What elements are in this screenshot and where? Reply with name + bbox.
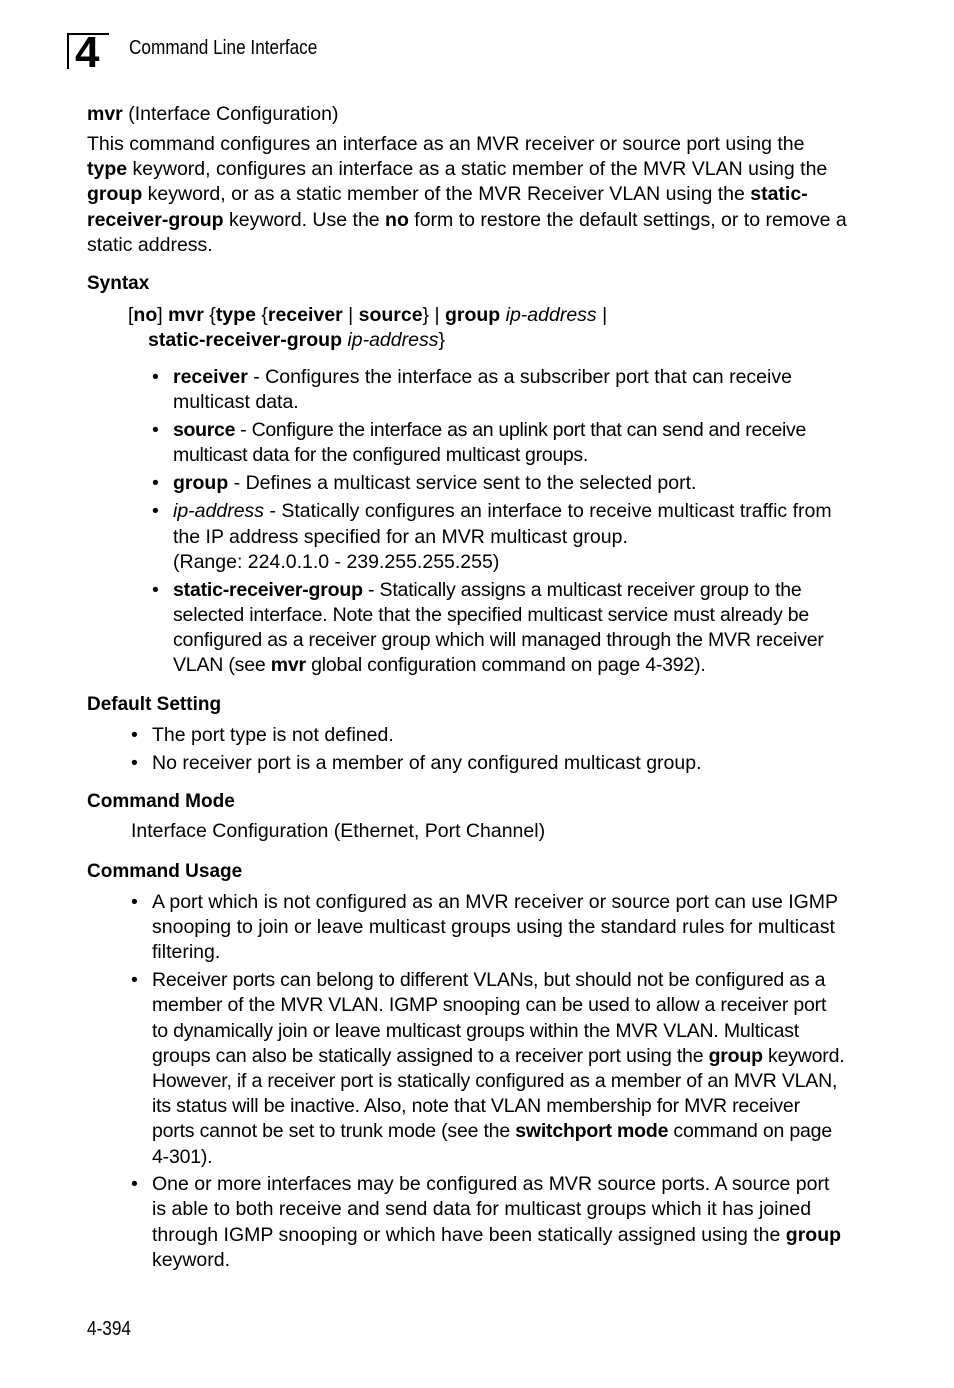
keyword-group: group — [87, 183, 143, 206]
default-setting-list — [131, 723, 852, 779]
command-title — [87, 103, 338, 126]
keyword-static-receiver-group: static-receiver-group — [87, 183, 808, 231]
list-item: • The port type is not defined. — [131, 724, 394, 746]
command-mode-heading: Command Mode — [87, 791, 235, 812]
chapter-number: 4 — [75, 33, 100, 69]
list-item: • One or more interfaces may be configured as MVR source ports. A source port is able to both receive and send data for multicast groups which it has joined through IGMP snooping or which have been statically assigned using the group keyword. — [131, 1173, 842, 1271]
list-item: • No receiver port is a member of any configured multicast group. — [131, 752, 702, 775]
list-item: • group - Defines a multicast service sent to the selected port. — [152, 472, 697, 495]
command-usage-heading: Command Usage — [87, 861, 243, 882]
parameter-list — [152, 365, 848, 681]
list-item: • Receiver ports can belong to different VLANs, but should not be configured as a member of the MVR VLAN. IGMP snooping can be used to allow a receiver port to dynamically join or leave multicast groups within the MVR VLAN. Multicast groups can also be statically assigned to a receiver port using the group keyword. However, if a receiver port is statically configured as a member of an MVR VLAN, its status will be inactive. Also, note that VLAN membership for MVR receiver ports cannot be set to trunk mode (see the switchport mode command on page 4-301). — [131, 969, 845, 1168]
command-description: This command configures an interface as an MVR receiver or source port using the type keyword, configures an interface as a static member of the MVR VLAN using the group keyword, or as a static member of the MVR Receiver VLAN using the static-receiver-group keyword. Use the no form to restore the default settings, or to remove a static address. — [87, 133, 847, 256]
command-qualifier: (Interface Configuration) — [122, 103, 339, 125]
command-mode-text: Interface Configuration (Ethernet, Port Channel) — [131, 820, 546, 842]
keyword-type: type — [87, 158, 128, 181]
running-header-title: Command Line Interface — [129, 37, 318, 59]
keyword-no: no — [385, 208, 409, 231]
list-item: • static-receiver-group - Statically assigns a multicast receiver group to the selected interface. Note that the specified multicast service must already be configured as a receiver group which will managed through the MVR receiver VLAN (see mvr global configuration command on page 4-392). — [152, 578, 824, 677]
command-usage-list — [131, 890, 847, 1276]
chapter-number-badge — [67, 33, 109, 69]
list-item: • A port which is not configured as an MVR receiver or source port can use IGMP snooping to join or leave multicast groups using the standard rules for multicast filtering. — [131, 891, 838, 964]
list-item: • receiver - Configures the interface as a subscriber port that can receive multicast data. — [152, 366, 792, 414]
list-item: • ip-address - Statically configures an interface to receive multicast traffic from the IP address specified for an MVR multicast group. (Range: 224.0.1.0 - 239.255.255.255) — [152, 500, 832, 573]
syntax-heading: Syntax — [87, 273, 150, 294]
page-number: 4-394 — [87, 1318, 131, 1340]
default-setting-heading: Default Setting — [87, 694, 222, 715]
syntax-line: [no] mvr {type {receiver | source} | group ip-address | static-receiver-group ip-address} — [128, 304, 608, 351]
list-item: • source - Configure the interface as an uplink port that can send and receive multicast data for the configured multicast groups. — [152, 419, 807, 467]
command-name: mvr — [87, 103, 123, 125]
